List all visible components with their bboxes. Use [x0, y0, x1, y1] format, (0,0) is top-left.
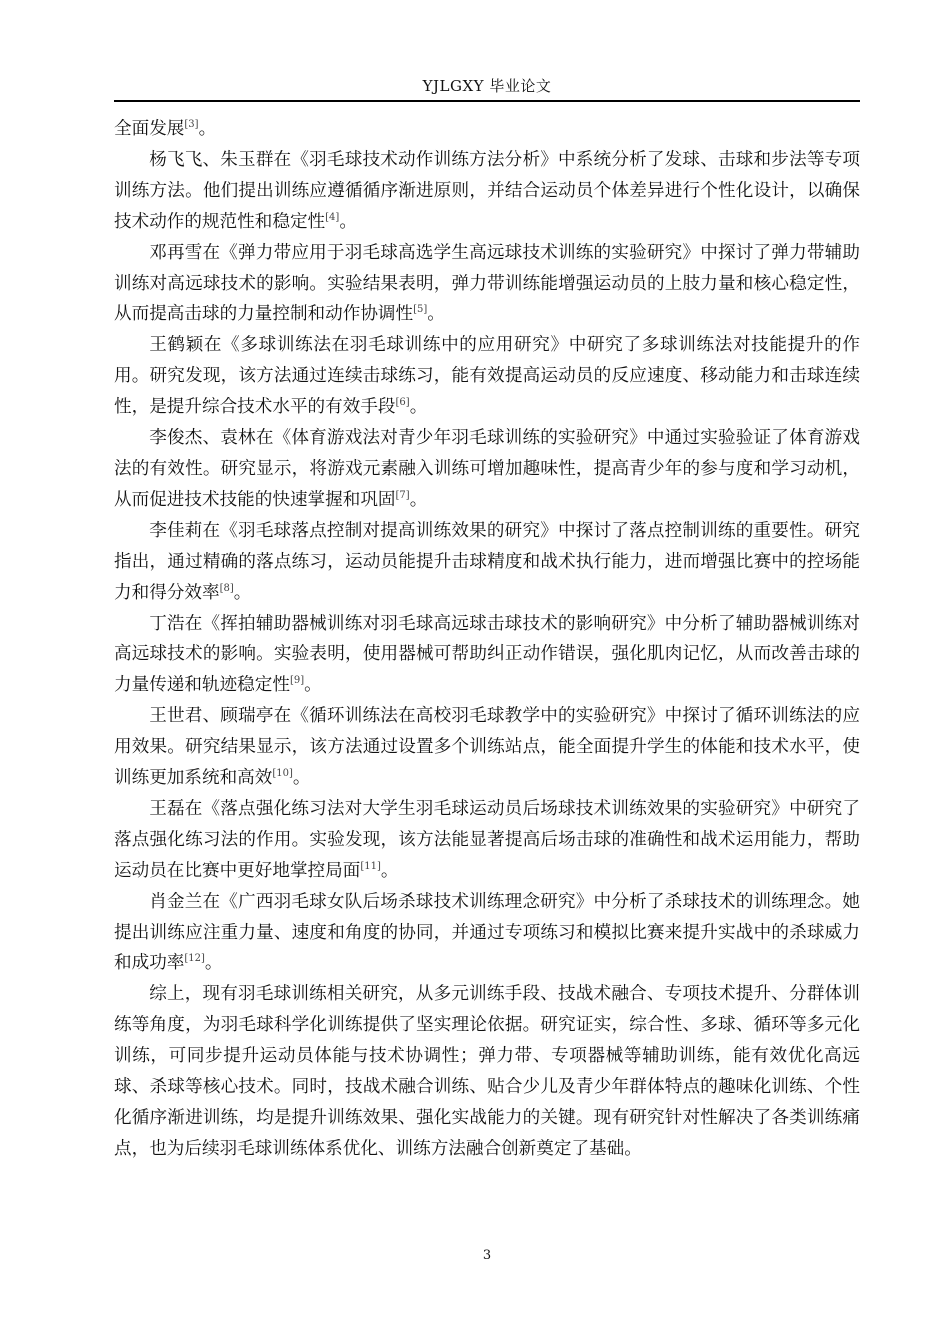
paragraph: [114, 887, 860, 980]
paragraph-tail: 。: [427, 304, 445, 325]
paragraph-tail: 。: [304, 675, 322, 696]
citation: [12]: [184, 953, 205, 965]
paragraph-text: 李佳莉在《羽毛球落点控制对提高训练效果的研究》中探讨了落点控制训练的重要性。研究指出，通过精确的落点练习，运动员能提升击球精度和战术执行能力，进而增强比赛中的控场能力和得分效率: [114, 520, 860, 603]
paragraph-text: 王磊在《落点强化练习法对大学生羽毛球运动员后场球技术训练效果的实验研究》中研究了落点强化练习法的作用。实验发现，该方法能显著提高后场击球的准确性和战术运用能力，帮助运动员在比赛中更好地掌控局面: [114, 798, 860, 881]
citation: [8]: [219, 582, 234, 594]
paragraph-text: 王世君、顾瑞亭在《循环训练法在高校羽毛球教学中的实验研究》中探讨了循环训练法的应用效果。研究结果显示，该方法通过设置多个训练站点，能全面提升学生的体能和技术水平，使训练更加系统和高效: [114, 706, 860, 789]
paragraph-tail: 。: [233, 582, 252, 603]
paragraph-tail: 。: [292, 768, 311, 789]
running-header: YJLGXY 毕业论文: [422, 77, 552, 95]
citation: [3]: [184, 119, 199, 130]
paragraph-tail: 。: [204, 953, 223, 974]
paragraph-tail: 。: [380, 860, 399, 881]
paragraph-text: 李俊杰、袁林在《体育游戏法对青少年羽毛球训练的实验研究》中通过实验验证了体育游戏法的有效性。研究显示，将游戏元素融入训练可增加趣味性，提高青少年的参与度和学习动机，从而促进技术技能的快速掌握和巩固: [114, 428, 860, 510]
citation: [6]: [395, 397, 410, 409]
paragraph: [114, 145, 860, 238]
paragraph: [114, 238, 860, 331]
paragraph-text: 丁浩在《挥拍辅助器械训练对羽毛球高远球击球技术的影响研究》中分析了辅助器械训练对高远球技术的影响。实验表明，使用器械可帮助纠正动作错误，强化肌肉记忆，从而改善击球的力量传递和轨迹稳定性: [114, 613, 860, 696]
paragraph: [114, 516, 860, 609]
paragraph-text: 全面发展: [114, 119, 185, 139]
citation: [5]: [413, 304, 428, 316]
paragraph: [114, 114, 860, 145]
paragraph: [114, 330, 860, 423]
paragraph-tail: 。: [409, 397, 428, 418]
citation: [4]: [325, 211, 340, 223]
paragraph-text: 邓再雪在《弹力带应用于羽毛球高选学生高远球技术训练的实验研究》中探讨了弹力带辅助训练对高远球技术的影响。实验结果表明，弹力带训练能增强运动员的上肢力量和核心稳定性，从而提高击球的力量控制和动作协调性: [114, 242, 860, 325]
paragraph: [114, 423, 860, 516]
paragraph: [114, 701, 860, 794]
paragraph-text: 杨飞飞、朱玉群在《羽毛球技术动作训练方法分析》中系统分析了发球、击球和步法等专项训练方法。他们提出训练应遵循循序渐进原则，并结合运动员个体差异进行个性化设计，以确保技术动作的规范性和稳定性: [114, 149, 860, 232]
citation: [11]: [360, 860, 381, 872]
paragraph: [114, 609, 860, 702]
paragraph: [114, 794, 860, 887]
citation: [9]: [289, 675, 305, 687]
paragraph-tail: 。: [409, 489, 428, 510]
paragraph-tail: 。: [198, 119, 217, 139]
citation: [7]: [395, 489, 410, 501]
paragraph: [114, 979, 860, 1164]
body-text: [114, 114, 860, 1165]
paragraph-tail: 。: [339, 211, 357, 232]
header-divider: [114, 100, 860, 102]
citation: [10]: [272, 768, 293, 780]
paragraph-text: 综上，现有羽毛球训练相关研究，从多元训练手段、技战术融合、专项技术提升、分群体训练等角度，为羽毛球科学化训练提供了坚实理论依据。研究证实，综合性、多球、循环等多元化训练，可同步提升运动员体能与技术协调性；弹力带、专项器械等辅助训练，能有效优化高远球、杀球等核心技术。同时，技战术融合训练、贴合少儿及青少年群体特点的趣味化训练、个性化循序渐进训练，均是提升训练效果、强化实战能力的关键。现有研究针对性解决了各类训练痛点，也为后续羽毛球训练体系优化、训练方法融合创新奠定了基础。: [114, 984, 860, 1159]
paragraph-text: 王鹤颖在《多球训练法在羽毛球训练中的应用研究》中研究了多球训练法对技能提升的作用。研究发现，该方法通过连续击球练习，能有效提高运动员的反应速度、移动能力和击球连续性，是提升综合技术水平的有效手段: [114, 335, 860, 418]
page-number: 3: [482, 1248, 492, 1263]
paragraph-text: 肖金兰在《广西羽毛球女队后场杀球技术训练理念研究》中分析了杀球技术的训练理念。她提出训练应注重力量、速度和角度的协同，并通过专项练习和模拟比赛来提升实战中的杀球威力和成功率: [114, 891, 860, 974]
